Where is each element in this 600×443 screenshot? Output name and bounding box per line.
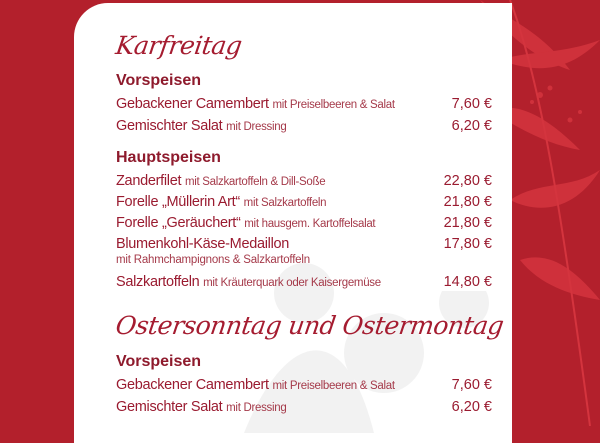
item-desc: mit hausgem. Kartoffelsalat — [244, 218, 376, 230]
item-desc: mit Preiselbeeren & Salat — [272, 380, 395, 392]
menu-item — [116, 398, 492, 417]
menu-item — [116, 214, 492, 233]
item-price: 14,80 € — [440, 273, 492, 291]
item-name: Forelle „Müllerin Art“ — [116, 194, 240, 210]
item-name: Gebackener Camembert — [116, 96, 269, 112]
day-title-ostern: Ostersonntag und Ostermontag — [113, 311, 506, 340]
item-price: 17,80 € — [440, 235, 492, 253]
menu-item — [116, 235, 492, 267]
item-price: 6,20 € — [448, 117, 492, 135]
item-price: 7,60 € — [448, 95, 492, 113]
item-price: 21,80 € — [440, 214, 492, 232]
item-desc: mit Salzkartoffeln — [243, 197, 327, 209]
item-desc: mit Salzkartoffeln & Dill-Soße — [184, 176, 326, 188]
day-title-karfreitag: Karfreitag — [113, 31, 244, 60]
item-name: Blumenkohl-Käse-Medaillon — [116, 236, 290, 252]
item-name: Gebackener Camembert — [116, 377, 269, 393]
section-heading-vorspeisen: Vorspeisen — [116, 72, 202, 89]
section-heading-hauptspeisen: Hauptspeisen — [116, 149, 221, 166]
item-price: 7,60 € — [448, 376, 492, 394]
menu-card — [74, 3, 512, 443]
menu-item — [116, 117, 492, 136]
item-price: 21,80 € — [440, 193, 492, 211]
section-heading-vorspeisen: Vorspeisen — [116, 353, 202, 370]
item-desc: mit Preiselbeeren & Salat — [272, 99, 395, 111]
item-desc: mit Dressing — [226, 402, 287, 414]
menu-item — [116, 172, 492, 191]
item-price: 22,80 € — [440, 172, 492, 190]
menu-item — [116, 273, 492, 292]
item-name: Salzkartoffeln — [116, 274, 200, 290]
item-price: 6,20 € — [448, 398, 492, 416]
item-desc: mit Dressing — [226, 121, 287, 133]
item-name: Gemischter Salat — [116, 118, 223, 134]
item-name: Forelle „Geräuchert“ — [116, 215, 241, 231]
menu-item — [116, 193, 492, 212]
item-name: Gemischter Salat — [116, 399, 223, 415]
item-desc: mit Rahmchampignons & Salzkartoffeln — [116, 254, 310, 266]
menu-item — [116, 376, 492, 395]
item-name: Zanderfilet — [116, 173, 182, 189]
menu-item — [116, 95, 492, 114]
item-desc: mit Kräuterquark oder Kaisergemüse — [203, 277, 381, 289]
